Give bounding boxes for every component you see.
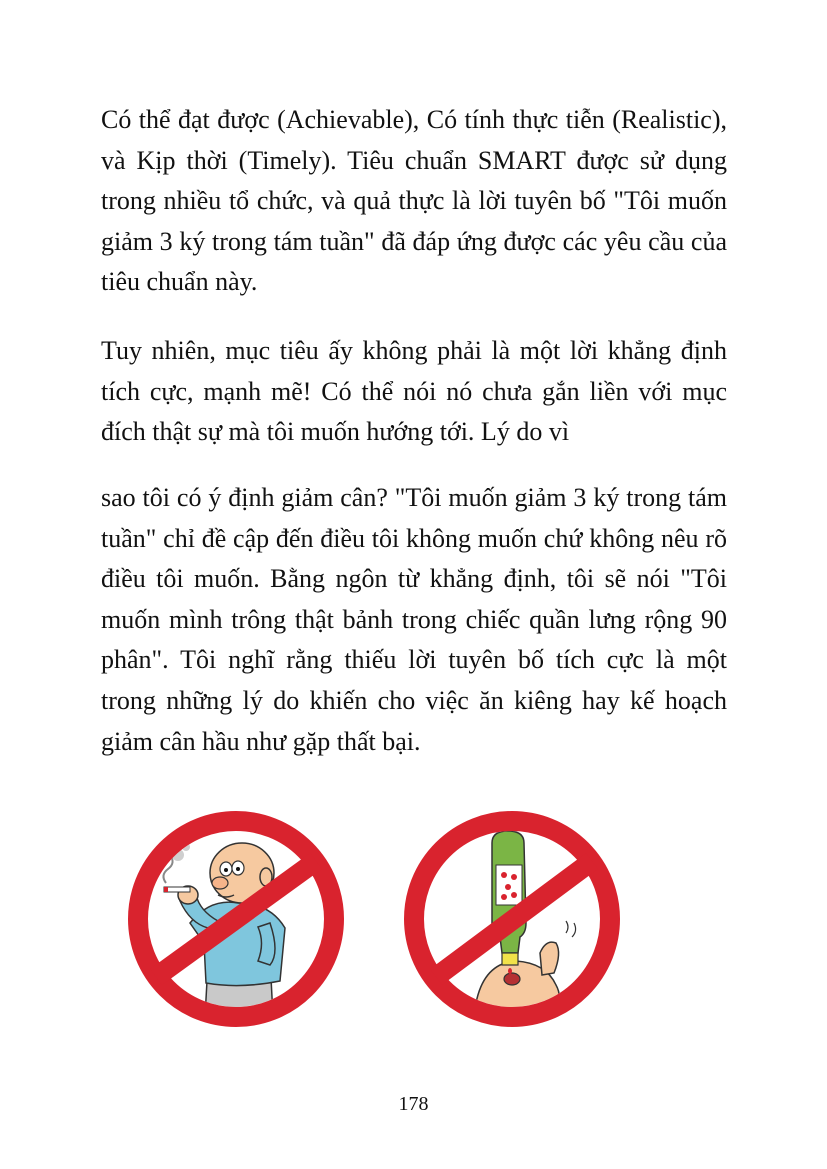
- paragraph-text: sao tôi có ý định giảm cân? "Tôi muốn giảm 3 ký trong tám tuần" chỉ đề cập đến điều tôi không muốn chứ không nêu rõ điều tôi muốn. Bằng ngôn từ khẳng định, tôi sẽ nói "Tôi muốn mình trông thật bảnh trong chiếc quần lưng rộng 90 phân". Tôi nghĩ rằng thiếu lời tuyên bố tích cực là một trong những lý do khiến cho việc ăn kiêng hay kế hoạch giảm cân hầu như gặp thất bại.: [101, 483, 727, 756]
- paragraph-3: [101, 478, 727, 762]
- page-number: 178: [398, 1093, 429, 1115]
- no-smoking-illustration: [120, 803, 352, 1035]
- no-smoking-sign-icon: [120, 803, 352, 1035]
- paragraph-1: [101, 100, 727, 303]
- paragraph-text: Tuy nhiên, mục tiêu ấy không phải là một lời khẳng định tích cực, mạnh mẽ! Có thể nói nó chưa gắn liền với mục đích thật sự mà tôi muốn hướng tới. Lý do vì: [101, 336, 727, 447]
- no-drinking-illustration: [396, 803, 628, 1035]
- paragraph-text: Có thể đạt được (Achievable), Có tính thực tiễn (Realistic), và Kịp thời (Timely). Tiêu chuẩn SMART được sử dụng trong nhiều tổ chức, và quả thực là lời tuyên bố "Tôi muốn giảm 3 ký trong tám tuần" đã đáp ứng được các yêu cầu của tiêu chuẩn này.: [101, 105, 727, 297]
- no-drinking-sign-icon: [396, 803, 628, 1035]
- paragraph-2: [101, 331, 727, 453]
